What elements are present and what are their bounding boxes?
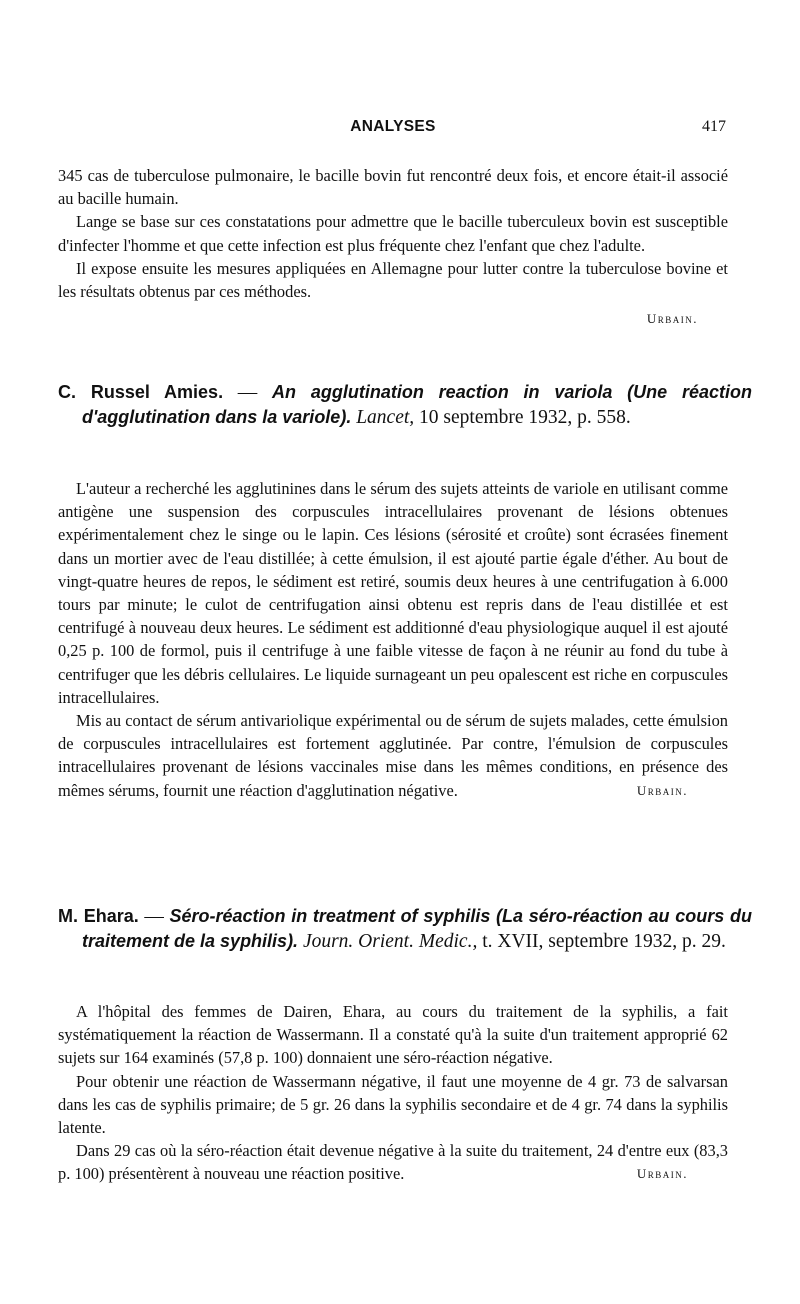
article-title-english: Séro-réaction in treatment of syphilis — [169, 906, 491, 926]
author-signature: Urbain. — [646, 311, 698, 327]
article-body-amies — [58, 477, 728, 802]
article-reference-ehara — [58, 904, 752, 954]
article-title-french: (La séro-réaction au cours du traitement de la syphilis). — [82, 906, 752, 951]
paragraph: A l'hôpital des femmes de Dairen, Ehara, au cours du traitement de la syphilis, a fait systématiquement la réaction de Wassermann. Il a constaté qu'à la suite d'un traitement approprié 62 sujets sur 164 examinés (57,8 p. 100) donnaient une séro-réaction négative. — [58, 1002, 728, 1068]
article-body-ehara — [58, 1000, 728, 1186]
article-title-french: (Une réaction d'agglutination dans la variole). — [82, 382, 753, 427]
article-author: M. Ehara. — [58, 906, 139, 926]
article-reference-amies — [58, 380, 752, 430]
article-author: C. Russel Amies. — [58, 382, 224, 402]
paragraph-text: Dans 29 cas où la séro-réaction était devenue négative à la suite du traitement, 24 d'entre eux (83,3 p. 100) présentèrent à nouveau une réaction positive. — [58, 1141, 728, 1184]
dash: — — [223, 382, 273, 403]
journal-name: Lancet, — [356, 407, 415, 428]
author-signature: Urbain. — [636, 782, 688, 798]
paragraph — [58, 1139, 728, 1185]
paragraph: Lange se base sur ces constatations pour admettre que le bacille tuberculeux bovin est susceptible d'infecter l'homme et que cette infection est plus fréquente chez l'enfant que chez l'adulte. — [58, 212, 728, 255]
publication-details: 10 septembre 1932, p. 558. — [414, 407, 631, 428]
paragraph-text: Mis au contact de sérum antivariolique expérimental ou de sérum de sujets malades, cette émulsion de corpuscules intracellulaires est fortement agglutinée. Par contre, l'émulsion de corpuscules intracellulaires provenant de lésions vaccinales mise dans les mêmes conditions, en présence des mêmes sérums, fournit une réaction d'agglutination négative. — [58, 711, 728, 800]
page-header — [58, 118, 728, 142]
paragraph: Pour obtenir une réaction de Wassermann négative, il faut une moyenne de 4 gr. 73 de salvarsan dans les cas de syphilis primaire; de 5 gr. 26 dans la syphilis secondaire et de 4 gr. 74 dans la syphilis latente. — [58, 1071, 728, 1138]
paragraph: Il expose ensuite les mesures appliquées en Allemagne pour lutter contre la tuberculose bovine et les résultats obtenus par ces méthodes. — [58, 258, 728, 302]
dash: — — [138, 906, 170, 927]
article-title-english: An agglutination reaction in variola — [272, 382, 613, 402]
paragraph: 345 cas de tuberculose pulmonaire, le bacille bovin fut rencontré deux fois, et encore était-il associé au bacille humain. — [58, 166, 728, 209]
publication-details: t. XVII, septembre 1932, p. 29. — [477, 931, 726, 952]
section-tuberculose-end — [58, 164, 728, 330]
page-number: 417 — [702, 118, 726, 135]
paragraph — [58, 709, 728, 802]
running-title: ANALYSES — [350, 118, 436, 135]
paragraph: L'auteur a recherché les agglutinines dans le sérum des sujets atteints de variole en utilisant comme antigène une suspension des corpuscules intracellulaires provenant de lésions obtenues expérimentalement chez le singe ou le lapin. Ces lésions (sérosité et croûte) sont écrasées finement dans un mortier avec de l'eau distillée; à cette émulsion, il est ajouté partie égale d'éther. Au bout de vingt-quatre heures de repos, le sédiment est retiré, soumis deux heures à une centrifugation à 6.000 tours par minute; le culot de centrifugation ainsi obtenu est repris dans de l'eau distillée et est centrifugé à nouveau deux heures. Le sédiment est additionné d'eau physiologique auquel il est ajouté 0,25 p. 100 de formol, puis il centrifuge à une faible vitesse de façon à ne réunir au fond du tube à centrifuger que les débris cellulaires. Le liquide surnageant un peu opalescent est riche en corpuscules intracellulaires. — [58, 479, 728, 707]
journal-name: Journ. Orient. Medic., — [302, 931, 478, 952]
author-signature: Urbain. — [636, 1166, 688, 1182]
